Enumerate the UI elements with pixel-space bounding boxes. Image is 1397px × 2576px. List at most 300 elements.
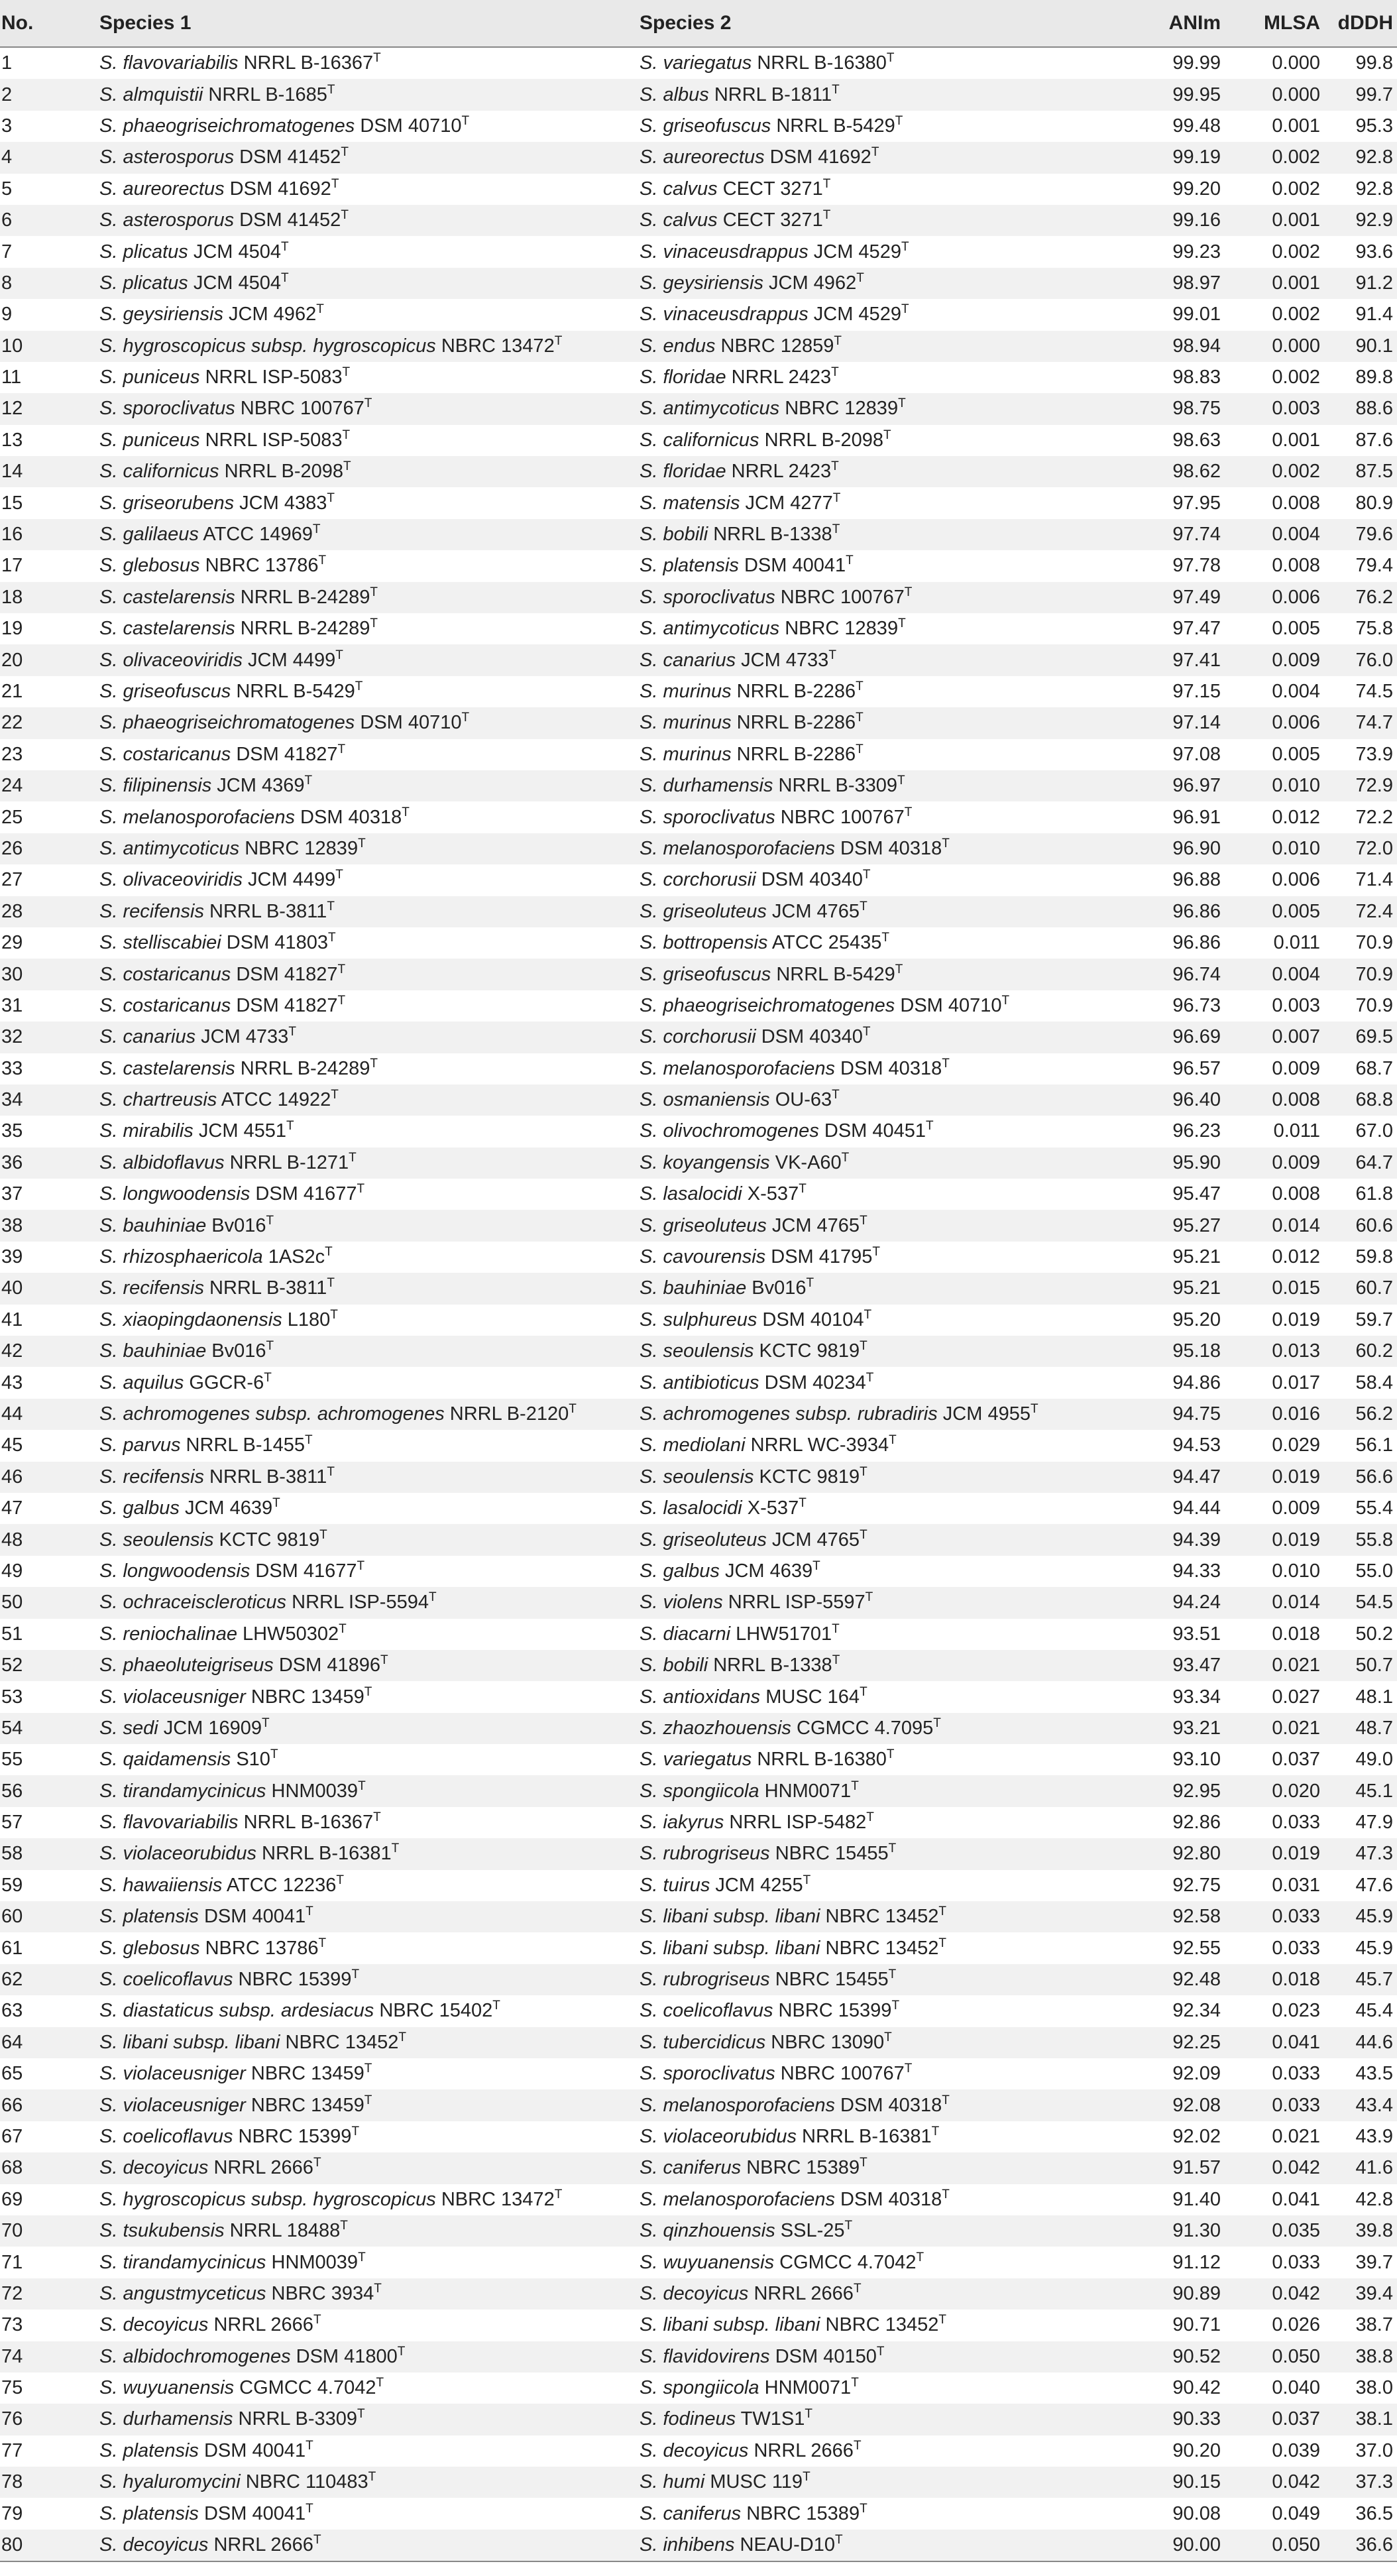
row-number: 7 bbox=[1, 241, 13, 263]
cell-anim bbox=[1105, 1681, 1221, 1712]
cell-mlsa-value: 0.006 bbox=[1272, 712, 1320, 734]
cell-no bbox=[0, 1713, 99, 1744]
cell-mlsa-value: 0.002 bbox=[1272, 178, 1320, 200]
cell-anim-value: 96.86 bbox=[1172, 932, 1221, 954]
cell-anim-value: 90.20 bbox=[1172, 2439, 1221, 2461]
strain-id: JCM 4529 bbox=[808, 304, 901, 325]
table-row bbox=[0, 1587, 1397, 1618]
cell-anim-value: 98.83 bbox=[1172, 367, 1221, 388]
cell-no bbox=[0, 2310, 99, 2341]
cell-s2 bbox=[640, 1524, 1105, 1555]
cell-anim bbox=[1105, 2435, 1221, 2467]
row-number: 66 bbox=[1, 2094, 23, 2116]
cell-s2 bbox=[640, 1744, 1105, 1775]
strain-id: CGMCC 4.7042 bbox=[234, 2377, 376, 2399]
cell-s1 bbox=[99, 1619, 640, 1650]
cell-anim-value: 92.09 bbox=[1172, 2063, 1221, 2085]
row-number: 55 bbox=[1, 1749, 23, 1771]
table-row bbox=[0, 142, 1397, 173]
table-row bbox=[0, 1838, 1397, 1869]
row-number: 49 bbox=[1, 1560, 23, 1582]
type-strain-mark: T bbox=[901, 239, 909, 254]
row-number: 3 bbox=[1, 115, 13, 137]
cell-dddh-value: 56.6 bbox=[1355, 1466, 1393, 1488]
cell-no bbox=[0, 1399, 99, 1430]
cell-dddh-value: 45.1 bbox=[1355, 1780, 1393, 1802]
strain-id: Bv016 bbox=[206, 1340, 266, 1362]
cell-dddh bbox=[1320, 2247, 1397, 2278]
cell-s2 bbox=[640, 1681, 1105, 1712]
cell-anim-value: 97.47 bbox=[1172, 618, 1221, 640]
strain-id: NRRL B-1685 bbox=[203, 84, 327, 105]
table-row bbox=[0, 2121, 1397, 2152]
species-name: S. galbus bbox=[640, 1560, 720, 1582]
row-number: 50 bbox=[1, 1592, 23, 1613]
cell-mlsa bbox=[1221, 739, 1320, 770]
cell-dddh bbox=[1320, 174, 1397, 205]
cell-no bbox=[0, 1744, 99, 1775]
species-name: S. bottropensis bbox=[640, 932, 768, 954]
strain-id: DSM 40318 bbox=[835, 2188, 942, 2210]
cell-anim bbox=[1105, 2121, 1221, 2152]
strain-id: JCM 4383 bbox=[234, 492, 327, 514]
row-number: 22 bbox=[1, 712, 23, 734]
cell-dddh-value: 45.7 bbox=[1355, 1969, 1393, 1991]
strain-id: DSM 41692 bbox=[224, 178, 331, 200]
cell-dddh bbox=[1320, 2341, 1397, 2372]
cell-s1 bbox=[99, 2089, 640, 2121]
type-strain-mark: T bbox=[373, 1810, 381, 1825]
cell-dddh bbox=[1320, 1493, 1397, 1524]
strain-id: NRRL B-1338 bbox=[708, 524, 832, 546]
cell-no bbox=[0, 2089, 99, 2121]
cell-mlsa bbox=[1221, 990, 1320, 1022]
strain-id: NRRL B-1271 bbox=[224, 1151, 349, 1173]
cell-dddh-value: 76.0 bbox=[1355, 649, 1393, 671]
strain-id: JCM 4504 bbox=[188, 241, 282, 263]
strain-id: NRRL 2666 bbox=[748, 2282, 854, 2304]
cell-no bbox=[0, 770, 99, 801]
cell-dddh-value: 72.9 bbox=[1355, 775, 1393, 797]
strain-id: JCM 4499 bbox=[242, 649, 336, 671]
cell-s1 bbox=[99, 1556, 640, 1587]
cell-s1 bbox=[99, 362, 640, 393]
species-name: S. recifensis bbox=[99, 1277, 204, 1299]
row-number: 42 bbox=[1, 1340, 23, 1362]
cell-dddh-value: 45.4 bbox=[1355, 2000, 1393, 2022]
strain-id: NBRC 13472 bbox=[435, 335, 555, 357]
species-name: S. filipinensis bbox=[99, 775, 212, 797]
cell-dddh bbox=[1320, 1807, 1397, 1838]
type-strain-mark: T bbox=[270, 1747, 278, 1762]
cell-s1 bbox=[99, 393, 640, 424]
cell-no bbox=[0, 1305, 99, 1336]
cell-dddh bbox=[1320, 1587, 1397, 1618]
cell-mlsa-value: 0.010 bbox=[1272, 837, 1320, 859]
type-strain-mark: T bbox=[860, 1684, 867, 1699]
type-strain-mark: T bbox=[799, 1496, 807, 1511]
cell-s2 bbox=[640, 1399, 1105, 1430]
cell-anim bbox=[1105, 1932, 1221, 1963]
cell-dddh bbox=[1320, 393, 1397, 424]
species-name: S. platensis bbox=[99, 2439, 199, 2461]
cell-anim-value: 97.74 bbox=[1172, 524, 1221, 546]
row-number: 76 bbox=[1, 2408, 23, 2430]
cell-no bbox=[0, 2530, 99, 2561]
type-strain-mark: T bbox=[938, 2313, 946, 2327]
type-strain-mark: T bbox=[888, 1842, 897, 1856]
cell-dddh bbox=[1320, 927, 1397, 959]
strain-id: NRRL B-16380 bbox=[752, 52, 887, 74]
type-strain-mark: T bbox=[860, 899, 867, 913]
cell-anim-value: 99.23 bbox=[1172, 241, 1221, 263]
row-number: 48 bbox=[1, 1529, 23, 1551]
cell-mlsa-value: 0.001 bbox=[1272, 429, 1320, 451]
type-strain-mark: T bbox=[376, 2376, 384, 2390]
cell-s1 bbox=[99, 2278, 640, 2310]
species-name: S. violens bbox=[640, 1592, 723, 1613]
type-strain-mark: T bbox=[828, 648, 836, 662]
cell-s2 bbox=[640, 268, 1105, 299]
strain-id: NBRC 13786 bbox=[199, 555, 319, 577]
cell-no bbox=[0, 393, 99, 424]
strain-id: DSM 40041 bbox=[198, 1906, 306, 1928]
type-strain-mark: T bbox=[942, 2093, 950, 2107]
strain-id: ATCC 25435 bbox=[767, 932, 882, 954]
table-row bbox=[0, 1336, 1397, 1367]
cell-no bbox=[0, 707, 99, 738]
species-name: S. corchorusii bbox=[640, 1026, 756, 1048]
row-number: 52 bbox=[1, 1655, 23, 1676]
species-name: S. bobili bbox=[640, 524, 708, 546]
cell-no bbox=[0, 550, 99, 581]
cell-s2 bbox=[640, 2027, 1105, 2058]
cell-anim-value: 90.00 bbox=[1172, 2534, 1221, 2556]
cell-s2 bbox=[640, 1964, 1105, 1995]
cell-mlsa-value: 0.002 bbox=[1272, 367, 1320, 388]
table-row bbox=[0, 1681, 1397, 1712]
strain-id: NRRL B-3811 bbox=[203, 1466, 327, 1488]
table-row bbox=[0, 362, 1397, 393]
type-strain-mark: T bbox=[938, 1936, 946, 1950]
cell-mlsa bbox=[1221, 2247, 1320, 2278]
species-name: S. albus bbox=[640, 84, 709, 105]
table-row bbox=[0, 2435, 1397, 2467]
type-strain-mark: T bbox=[856, 679, 864, 693]
cell-anim bbox=[1105, 1336, 1221, 1367]
strain-id: NBRC 15399 bbox=[233, 2125, 352, 2147]
species-name: S. bobili bbox=[640, 1655, 708, 1676]
cell-s2 bbox=[640, 1367, 1105, 1398]
type-strain-mark: T bbox=[888, 1967, 897, 1982]
cell-no bbox=[0, 801, 99, 833]
cell-anim-value: 91.30 bbox=[1172, 2220, 1221, 2242]
cell-dddh-value: 76.2 bbox=[1355, 586, 1393, 608]
cell-anim bbox=[1105, 2530, 1221, 2561]
cell-no bbox=[0, 833, 99, 864]
cell-mlsa bbox=[1221, 1147, 1320, 1179]
cell-mlsa bbox=[1221, 801, 1320, 833]
table-row bbox=[0, 2089, 1397, 2121]
strain-id: NRRL WC-3934 bbox=[745, 1434, 889, 1456]
species-name: S. violaceusniger bbox=[99, 2063, 246, 2085]
cell-dddh-value: 68.8 bbox=[1355, 1089, 1393, 1111]
cell-anim bbox=[1105, 1650, 1221, 1681]
cell-s2 bbox=[640, 1053, 1105, 1084]
cell-s1 bbox=[99, 331, 640, 362]
table-row bbox=[0, 331, 1397, 362]
cell-mlsa-value: 0.013 bbox=[1272, 1340, 1320, 1362]
cell-mlsa bbox=[1221, 833, 1320, 864]
type-strain-mark: T bbox=[335, 868, 343, 882]
strain-id: DSM 40340 bbox=[755, 1026, 863, 1048]
strain-id: CECT 3271 bbox=[717, 209, 823, 231]
cell-dddh-value: 74.7 bbox=[1355, 712, 1393, 734]
strain-id: NBRC 15455 bbox=[769, 1843, 889, 1865]
cell-anim-value: 91.12 bbox=[1172, 2251, 1221, 2273]
table-row bbox=[0, 1210, 1397, 1241]
species-name: S. corchorusii bbox=[640, 869, 756, 891]
cell-anim-value: 97.78 bbox=[1172, 555, 1221, 577]
cell-s2 bbox=[640, 1493, 1105, 1524]
strain-id: DSM 41800 bbox=[290, 2345, 398, 2367]
cell-mlsa-value: 0.001 bbox=[1272, 209, 1320, 231]
cell-s1 bbox=[99, 927, 640, 959]
cell-s2 bbox=[640, 1116, 1105, 1147]
cell-s2 bbox=[640, 2498, 1105, 2529]
cell-mlsa-value: 0.020 bbox=[1272, 1780, 1320, 1802]
strain-id: S10 bbox=[231, 1749, 270, 1771]
cell-mlsa bbox=[1221, 1619, 1320, 1650]
cell-s2 bbox=[640, 205, 1105, 236]
cell-dddh bbox=[1320, 111, 1397, 142]
cell-dddh-value: 70.9 bbox=[1355, 994, 1393, 1016]
cell-mlsa-value: 0.000 bbox=[1272, 52, 1320, 74]
cell-dddh-value: 79.6 bbox=[1355, 524, 1393, 546]
row-number: 39 bbox=[1, 1246, 23, 1268]
species-name: S. libani subsp. libani bbox=[99, 2031, 280, 2053]
row-number: 12 bbox=[1, 398, 23, 420]
row-number: 72 bbox=[1, 2282, 23, 2304]
species-name: S. libani subsp. libani bbox=[640, 1906, 820, 1928]
cell-s1 bbox=[99, 1084, 640, 1116]
type-strain-mark: T bbox=[835, 2533, 843, 2547]
species-name: S. cavourensis bbox=[640, 1246, 766, 1268]
type-strain-mark: T bbox=[461, 711, 470, 725]
strain-id: DSM 40318 bbox=[835, 2094, 942, 2116]
species-name: S. canarius bbox=[640, 649, 736, 671]
cell-anim-value: 95.21 bbox=[1172, 1246, 1221, 1268]
table-row bbox=[0, 1932, 1397, 1963]
cell-s2 bbox=[640, 2341, 1105, 2372]
cell-s2 bbox=[640, 2278, 1105, 2310]
type-strain-mark: T bbox=[337, 742, 346, 756]
cell-s1 bbox=[99, 1493, 640, 1524]
species-name: S. melanosporofaciens bbox=[99, 806, 295, 828]
cell-no bbox=[0, 299, 99, 330]
cell-mlsa-value: 0.018 bbox=[1272, 1623, 1320, 1645]
type-strain-mark: T bbox=[266, 1339, 274, 1354]
strain-id: DSM 41677 bbox=[250, 1560, 357, 1582]
type-strain-mark: T bbox=[891, 1999, 900, 2013]
cell-dddh bbox=[1320, 1744, 1397, 1775]
cell-dddh-value: 43.4 bbox=[1355, 2094, 1393, 2116]
cell-anim bbox=[1105, 1775, 1221, 1806]
cell-anim-value: 98.63 bbox=[1172, 429, 1221, 451]
cell-anim bbox=[1105, 1556, 1221, 1587]
cell-dddh bbox=[1320, 1775, 1397, 1806]
type-strain-mark: T bbox=[554, 333, 563, 348]
cell-anim-value: 94.75 bbox=[1172, 1403, 1221, 1425]
cell-s2 bbox=[640, 644, 1105, 675]
cell-anim-value: 99.48 bbox=[1172, 115, 1221, 137]
cell-s2 bbox=[640, 79, 1105, 110]
cell-s1 bbox=[99, 550, 640, 581]
cell-s2 bbox=[640, 174, 1105, 205]
header-dddh: dDDH bbox=[1320, 0, 1397, 47]
cell-anim bbox=[1105, 2498, 1221, 2529]
type-strain-mark: T bbox=[288, 1025, 296, 1039]
species-name: S. lasalocidi bbox=[640, 1183, 742, 1205]
cell-mlsa bbox=[1221, 142, 1320, 173]
cell-s1 bbox=[99, 205, 640, 236]
type-strain-mark: T bbox=[834, 333, 842, 348]
cell-anim bbox=[1105, 142, 1221, 173]
cell-mlsa-value: 0.033 bbox=[1272, 2063, 1320, 2085]
species-name: S. tsukubensis bbox=[99, 2220, 225, 2242]
cell-s2 bbox=[640, 1273, 1105, 1304]
strain-id: SSL-25 bbox=[775, 2220, 845, 2242]
cell-s2 bbox=[640, 1242, 1105, 1273]
table-row bbox=[0, 2498, 1397, 2529]
cell-mlsa-value: 0.014 bbox=[1272, 1214, 1320, 1236]
cell-s1 bbox=[99, 1681, 640, 1712]
strain-id: NBRC 100767 bbox=[775, 806, 905, 828]
strain-id: DSM 40318 bbox=[835, 837, 942, 859]
cell-no bbox=[0, 79, 99, 110]
cell-mlsa bbox=[1221, 770, 1320, 801]
table-row bbox=[0, 1713, 1397, 1744]
type-strain-mark: T bbox=[306, 1904, 313, 1919]
cell-anim-value: 95.47 bbox=[1172, 1183, 1221, 1205]
cell-s2 bbox=[640, 927, 1105, 959]
cell-dddh-value: 49.0 bbox=[1355, 1749, 1393, 1771]
strain-id: NRRL 2666 bbox=[208, 2534, 313, 2556]
cell-s1 bbox=[99, 676, 640, 707]
cell-s1 bbox=[99, 1713, 640, 1744]
cell-mlsa-value: 0.037 bbox=[1272, 2408, 1320, 2430]
cell-anim-value: 98.97 bbox=[1172, 272, 1221, 294]
table-row bbox=[0, 770, 1397, 801]
cell-mlsa bbox=[1221, 2310, 1320, 2341]
cell-mlsa bbox=[1221, 2121, 1320, 2152]
species-name: S. olivochromogenes bbox=[640, 1120, 819, 1142]
cell-anim-value: 90.42 bbox=[1172, 2377, 1221, 2399]
cell-s1 bbox=[99, 2530, 640, 2561]
cell-mlsa bbox=[1221, 111, 1320, 142]
cell-anim-value: 93.21 bbox=[1172, 1717, 1221, 1739]
table-row bbox=[0, 1273, 1397, 1304]
species-name: S. spongiicola bbox=[640, 2377, 759, 2399]
cell-anim-value: 96.86 bbox=[1172, 900, 1221, 922]
species-name: S. rubrogriseus bbox=[640, 1969, 770, 1991]
cell-mlsa bbox=[1221, 2184, 1320, 2215]
strain-id: NBRC 100767 bbox=[235, 398, 364, 420]
type-strain-mark: T bbox=[355, 679, 363, 693]
species-name: S. antimycoticus bbox=[640, 398, 780, 420]
cell-anim-value: 96.57 bbox=[1172, 1057, 1221, 1079]
type-strain-mark: T bbox=[335, 648, 343, 662]
cell-anim-value: 96.97 bbox=[1172, 775, 1221, 797]
cell-s1 bbox=[99, 644, 640, 675]
species-name: S. flavovariabilis bbox=[99, 1812, 239, 1834]
row-number: 1 bbox=[1, 52, 13, 74]
cell-mlsa-value: 0.009 bbox=[1272, 649, 1320, 671]
type-strain-mark: T bbox=[886, 51, 895, 66]
cell-anim-value: 98.62 bbox=[1172, 461, 1221, 483]
strain-id: NRRL B-16380 bbox=[752, 1749, 887, 1771]
species-name: S. vinaceusdrappus bbox=[640, 241, 809, 263]
strain-id: DSM 40318 bbox=[835, 1057, 942, 1079]
type-strain-mark: T bbox=[312, 522, 321, 537]
cell-s2 bbox=[640, 2121, 1105, 2152]
type-strain-mark: T bbox=[330, 1307, 338, 1322]
strain-id: NBRC 13786 bbox=[199, 1937, 319, 1959]
cell-no bbox=[0, 1022, 99, 1053]
cell-s2 bbox=[640, 425, 1105, 456]
cell-s1 bbox=[99, 1053, 640, 1084]
type-strain-mark: T bbox=[805, 2407, 812, 2422]
type-strain-mark: T bbox=[364, 1684, 372, 1699]
table-row bbox=[0, 1493, 1397, 1524]
species-name: S. castelarensis bbox=[99, 618, 235, 640]
row-number: 11 bbox=[1, 367, 22, 388]
cell-mlsa bbox=[1221, 425, 1320, 456]
strain-id: JCM 4962 bbox=[763, 272, 857, 294]
cell-s1 bbox=[99, 299, 640, 330]
cell-mlsa bbox=[1221, 1901, 1320, 1932]
cell-no bbox=[0, 1964, 99, 1995]
cell-mlsa-value: 0.004 bbox=[1272, 963, 1320, 985]
table-row bbox=[0, 1399, 1397, 1430]
type-strain-mark: T bbox=[340, 2219, 348, 2233]
type-strain-mark: T bbox=[349, 1150, 357, 1165]
strain-id: NRRL 18488 bbox=[224, 2220, 341, 2242]
strain-id: L180 bbox=[282, 1309, 331, 1330]
strain-id: DSM 40150 bbox=[769, 2345, 877, 2367]
cell-dddh bbox=[1320, 2121, 1397, 2152]
header-anim: ANIm bbox=[1105, 0, 1221, 47]
cell-dddh bbox=[1320, 1210, 1397, 1241]
species-name: S. sporoclivatus bbox=[640, 2063, 775, 2085]
species-name: S. sporoclivatus bbox=[640, 586, 775, 608]
species-name: S. mediolani bbox=[640, 1434, 746, 1456]
strain-id: DSM 41692 bbox=[764, 146, 871, 168]
strain-id: JCM 4765 bbox=[766, 1214, 860, 1236]
cell-s1 bbox=[99, 425, 640, 456]
strain-id: NRRL 2666 bbox=[748, 2439, 854, 2461]
cell-mlsa bbox=[1221, 2089, 1320, 2121]
table-row bbox=[0, 1995, 1397, 2026]
strain-id: JCM 4955 bbox=[937, 1403, 1031, 1425]
strain-id: NBRC 3934 bbox=[266, 2282, 374, 2304]
strain-id: NRRL B-24289 bbox=[235, 1057, 370, 1079]
type-strain-mark: T bbox=[853, 2438, 862, 2453]
cell-dddh bbox=[1320, 205, 1397, 236]
table-row bbox=[0, 174, 1397, 205]
strain-id: DSM 40041 bbox=[198, 2502, 306, 2524]
cell-dddh-value: 48.7 bbox=[1355, 1717, 1393, 1739]
